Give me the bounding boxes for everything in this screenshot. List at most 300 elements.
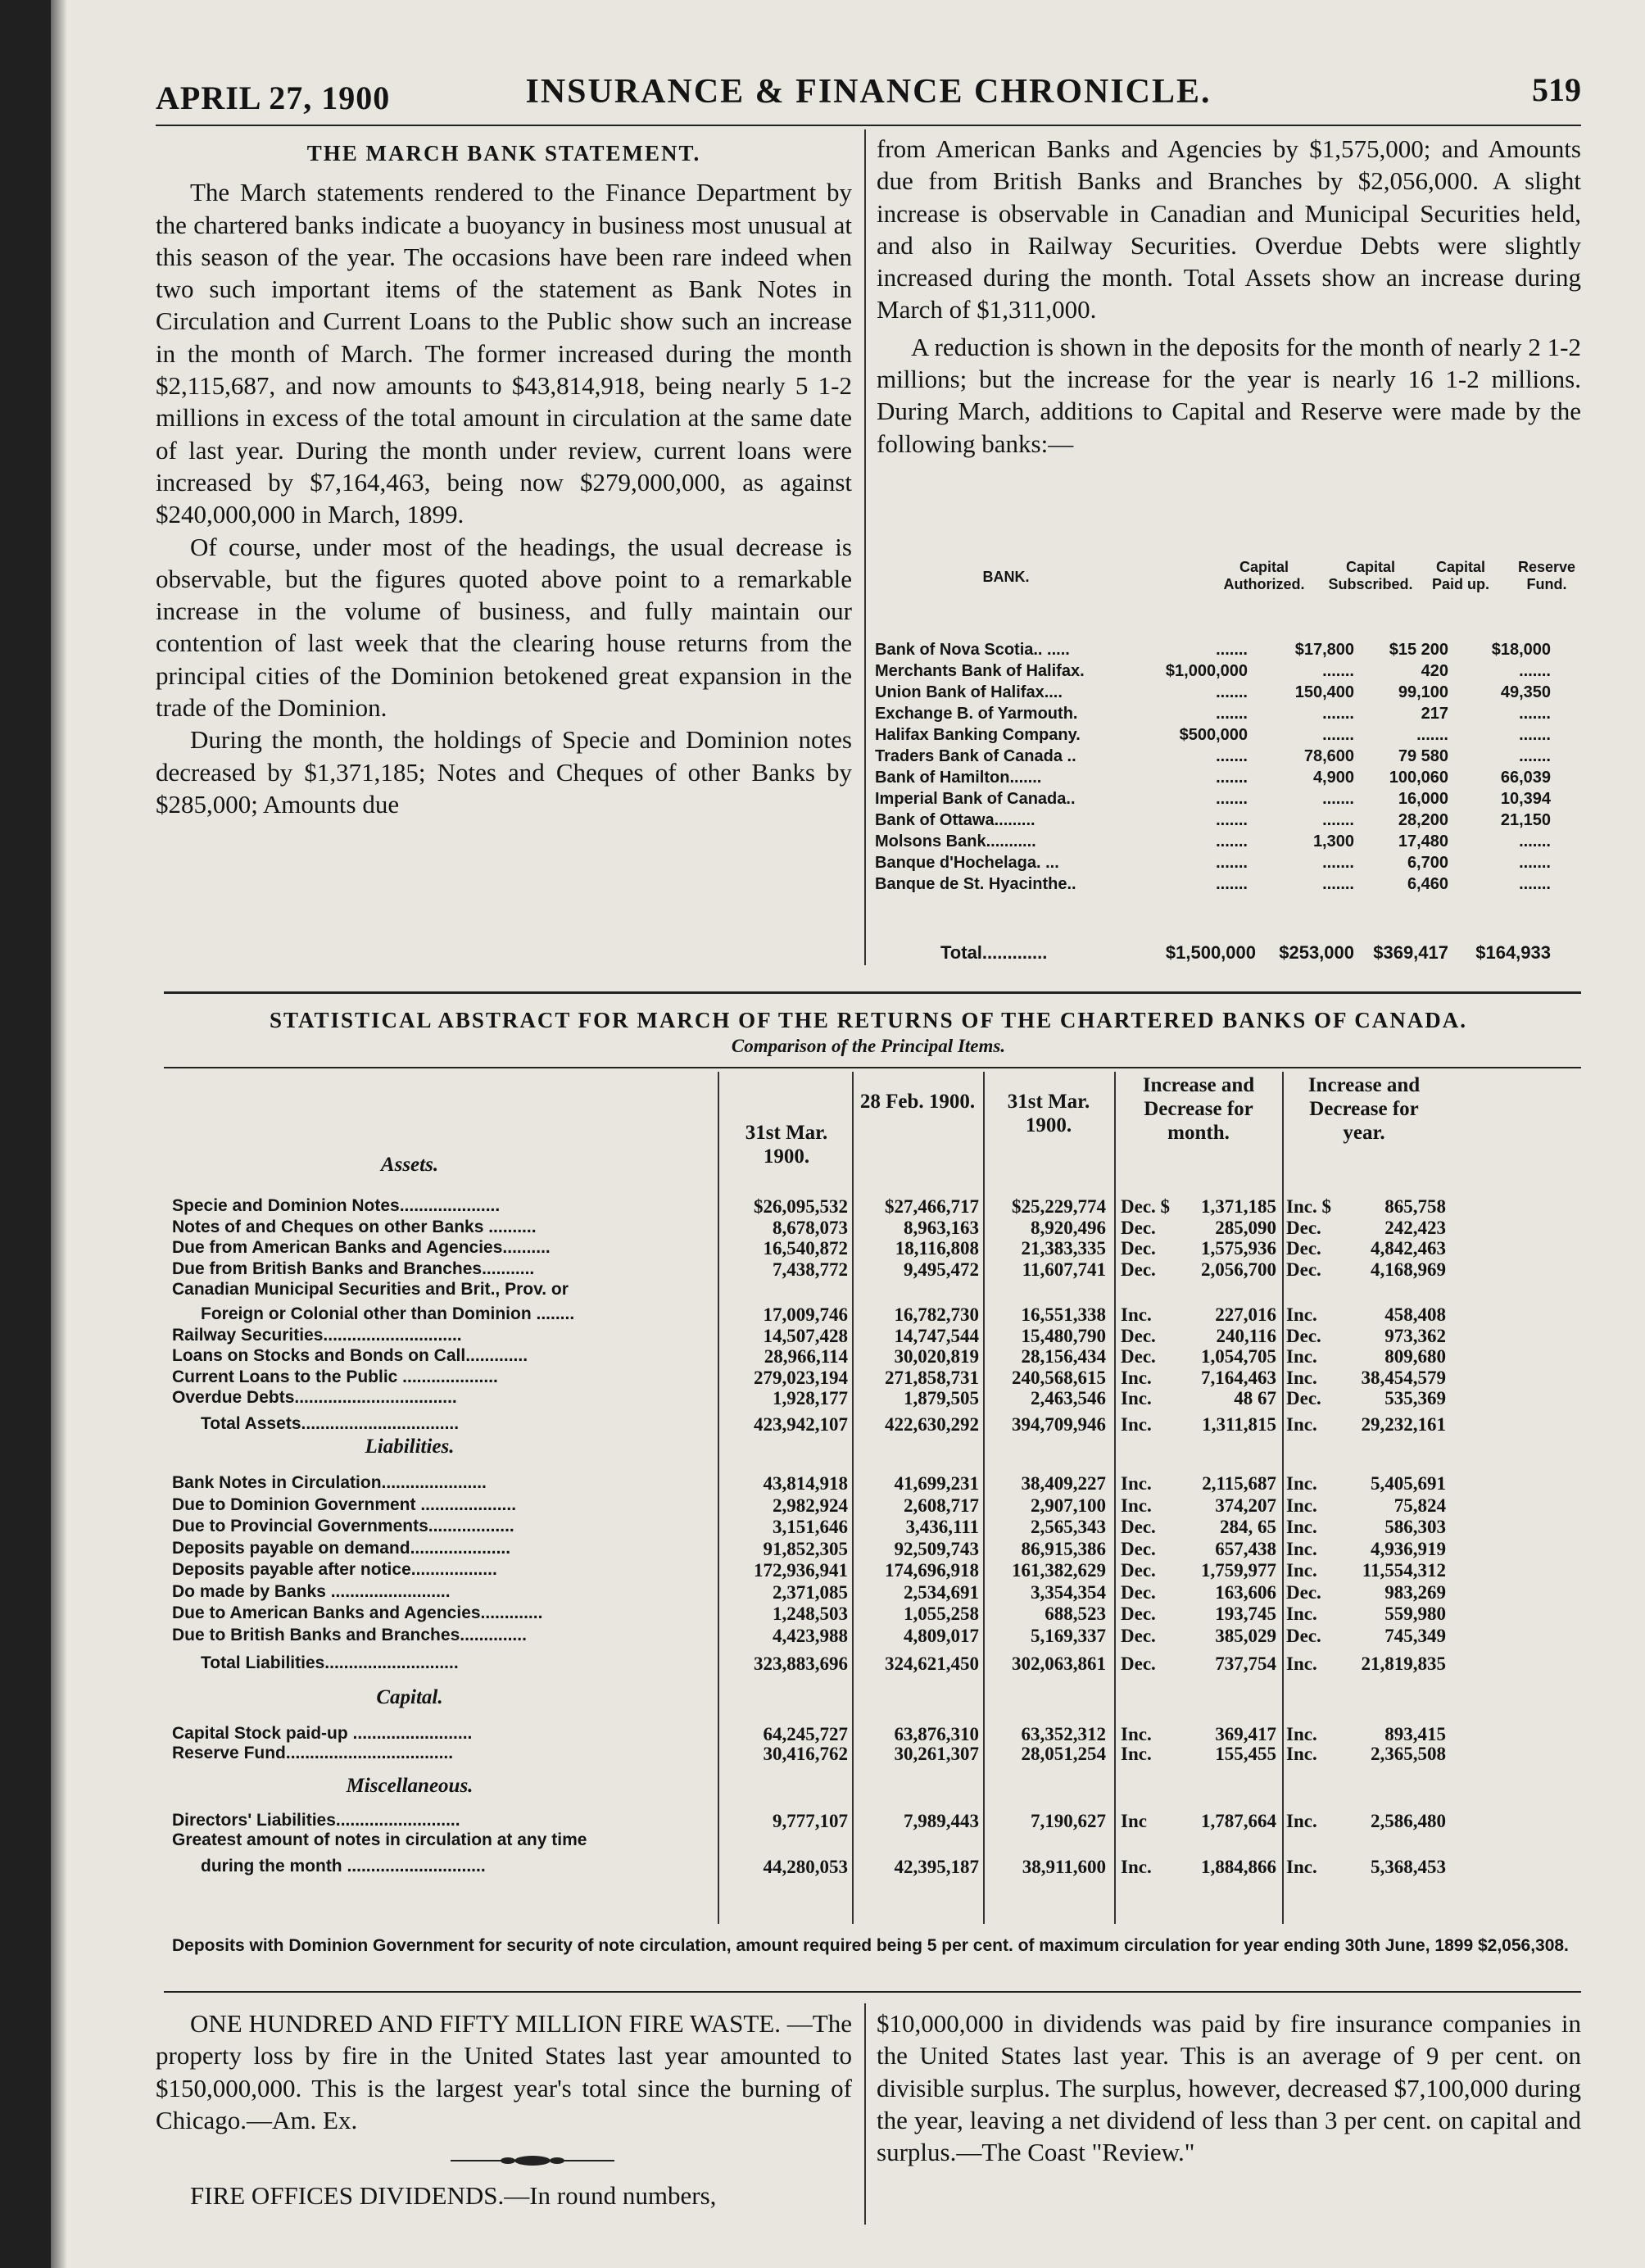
cell-value: 2,907,100 [1031, 1495, 1106, 1516]
paragraph: The March statements rendered to the Finance Department by the chartered banks indicate a buoyancy in business most unusual at this season of the year. The occasions have been rare indeed when two such important items of the statement as Bank Notes in Circulation and Current Loans to the Public show such an increase in the month of March. The former increased during the month $2,115,687, and now amounts to $43,814,918, being nearly 5 1-2 millions in excess of the total amount in circulation at the same date of last year. During the month under review, current loans were increased by $7,164,463, being now $279,000,000, as against $240,000,000 in March, 1899. [156, 178, 852, 529]
bank-row [875, 790, 1588, 811]
cell-value: 324,621,450 [885, 1653, 979, 1674]
cell-value: 865,758 [1384, 1196, 1446, 1217]
cell-value: 285,090 [1215, 1217, 1276, 1238]
cell-value: 28,051,254 [1021, 1744, 1106, 1764]
page [123, 33, 1614, 2237]
bank-value: ....... [1322, 854, 1354, 872]
page-number: 519 [1532, 71, 1581, 108]
bank-value: ....... [1519, 854, 1551, 872]
abstract-subtitle: Comparison of the Principal Items. [731, 1036, 1006, 1056]
col-head-year-change: Increase and Decrease for year. [1307, 1074, 1421, 1144]
table-row [123, 1539, 1614, 1560]
cell-value: Dec. [1286, 1581, 1321, 1603]
cell-value: 63,352,312 [1021, 1724, 1106, 1744]
cell-value: $26,095,532 [754, 1196, 848, 1217]
cell-value: 14,507,428 [763, 1325, 848, 1346]
cell-value: 385,029 [1215, 1625, 1276, 1646]
cell-value: $25,229,774 [1012, 1196, 1106, 1217]
cell-value: Inc. [1286, 1744, 1317, 1764]
table-row [123, 1473, 1614, 1495]
cell-value: Inc. [1286, 1653, 1317, 1674]
table-row [123, 1582, 1614, 1603]
paragraph: During the month, the holdings of Specie and Dominion notes decreased by $1,371,185; Notes and Cheques of other Banks by $285,000; Amounts due [156, 725, 852, 819]
cell-value: 323,883,696 [754, 1653, 848, 1674]
cell-value: 174,696,918 [885, 1560, 979, 1581]
table-row [123, 1603, 1614, 1625]
row-label: Current Loans to the Public .................... [172, 1367, 498, 1386]
bank-value: ....... [1519, 747, 1551, 765]
bank-value: ....... [1322, 790, 1354, 808]
section-assets: Assets. [380, 1154, 439, 1176]
row-label: Due from American Banks and Agencies.......... [172, 1238, 551, 1258]
ornament-divider [451, 2155, 614, 2166]
cell-value: Dec. $ [1121, 1196, 1171, 1217]
cell-value: 1,884,866 [1201, 1857, 1276, 1877]
cell-value: 7,989,443 [904, 1811, 979, 1831]
cell-value: 688,523 [1045, 1603, 1106, 1624]
cell-value: 302,063,861 [1012, 1653, 1106, 1674]
bank-value: $1,000,000 [1165, 662, 1248, 680]
cell-value: 893,415 [1384, 1724, 1446, 1744]
bank-name: Bank of Hamilton....... [875, 769, 1042, 787]
header-reserve: Reserve Fund. [1517, 559, 1576, 592]
cell-value: 7,438,772 [773, 1259, 848, 1280]
cell-value: 16,782,730 [894, 1304, 979, 1325]
row-label: Overdue Debts.................................. [172, 1388, 457, 1408]
bank-value: ....... [1322, 811, 1354, 829]
cell-value: Dec. [1286, 1238, 1321, 1259]
cell-value: 240,116 [1216, 1325, 1276, 1346]
table-row [123, 1196, 1614, 1218]
section-rule [164, 991, 1581, 994]
table-row [123, 1280, 1614, 1301]
cell-value: Inc. [1286, 1473, 1317, 1494]
cell-value: 163,606 [1215, 1581, 1276, 1603]
cell-value: 28,966,114 [764, 1346, 848, 1368]
bottom-left-column [156, 2007, 852, 2136]
cell-value: Inc. [1286, 1346, 1317, 1368]
column-divider [864, 129, 866, 965]
article-right-column [877, 133, 1581, 460]
bank-row [875, 875, 1588, 896]
bank-value: 150,400 [1294, 683, 1354, 701]
cell-value: 5,405,691 [1371, 1473, 1446, 1494]
cell-value: Dec. [1121, 1581, 1156, 1603]
cell-value: Dec. [1286, 1625, 1321, 1646]
cell-value: 15,480,790 [1021, 1325, 1106, 1346]
bank-name: Banque de St. Hyacinthe.. [875, 875, 1076, 893]
page-header [156, 66, 1581, 115]
paragraph: A reduction is shown in the deposits for the month of nearly 2 1-2 millions; but the increase for the year is nearly 16 1-2 millions. During March, additions to Capital and Reserve were made by the following banks:— [877, 332, 1581, 458]
total-authorized: $1,500,000 [1165, 942, 1256, 963]
cell-value: 4,423,988 [773, 1625, 848, 1646]
col-head-feb-1900: 28 Feb. 1900. [859, 1091, 976, 1113]
cell-value: 16,551,338 [1021, 1304, 1106, 1325]
cell-value: 5,169,337 [1031, 1625, 1106, 1646]
bank-value: ....... [1519, 726, 1551, 744]
cell-value: 374,207 [1215, 1495, 1276, 1516]
total-paid-up: $369,417 [1373, 942, 1448, 963]
header-authorized: Capital Authorized. [1223, 559, 1305, 592]
cell-value: 2,565,343 [1031, 1517, 1106, 1537]
row-label: Deposits payable on demand..................... [172, 1538, 511, 1558]
table-row [123, 1830, 1614, 1852]
bank-value: ....... [1216, 683, 1248, 701]
cell-value: 271,858,731 [885, 1367, 979, 1388]
cell-value: 737,754 [1215, 1653, 1276, 1674]
bank-name: Union Bank of Halifax.... [875, 683, 1063, 701]
row-label: Total Liabilities............................ [201, 1653, 459, 1672]
cell-value: 38,911,600 [1022, 1857, 1106, 1877]
table-row [123, 1857, 1614, 1878]
column-divider [864, 2003, 866, 2225]
header-paid-up: Capital Paid up. [1431, 559, 1489, 592]
table-row [123, 1744, 1614, 1765]
bank-value: 6,460 [1407, 875, 1448, 893]
item-body: —In round numbers, [504, 2181, 717, 2210]
cell-value: 3,354,354 [1031, 1581, 1106, 1603]
bank-name: Banque d'Hochelaga. ... [875, 854, 1059, 872]
bank-row [875, 811, 1588, 832]
bank-value: 49,350 [1500, 683, 1551, 701]
cell-value: 809,680 [1384, 1346, 1446, 1368]
cell-value: 86,915,386 [1021, 1538, 1106, 1559]
bank-name: Molsons Bank........... [875, 832, 1036, 850]
cell-value: Inc. [1121, 1473, 1152, 1494]
cell-value: Inc. [1121, 1388, 1152, 1409]
cell-value: Dec. [1121, 1538, 1156, 1559]
cell-value: 1,248,503 [773, 1603, 848, 1624]
bank-value: ....... [1322, 875, 1354, 893]
table-row [123, 1517, 1614, 1538]
cell-value: 4,936,919 [1371, 1538, 1446, 1559]
paragraph: from American Banks and Agencies by $1,575,000; and Amounts due from British Banks and Branches by $2,056,000. A slight increase is observable in Canadian and Municipal Securities held, and also in Railway Securities. Overdue Debts were slightly increased during the month. Total Assets show an increase during March of $1,311,000. [877, 134, 1581, 324]
cell-value: Inc. [1286, 1367, 1317, 1388]
bank-value: ....... [1216, 854, 1248, 872]
cell-value: Inc. [1286, 1603, 1317, 1624]
bank-value: 16,000 [1398, 790, 1448, 808]
bank-value: ....... [1322, 662, 1354, 680]
cell-value: 1,311,815 [1202, 1414, 1276, 1435]
cell-value: 3,436,111 [905, 1517, 979, 1537]
cell-value: 1,575,936 [1201, 1238, 1276, 1259]
header-rule [156, 125, 1581, 126]
paragraph: Of course, under most of the headings, the usual decrease is observable, but the figures quoted above point to a remarkable increase in the volume of business, and fully maintain our contention of last week that the clearing house returns from the principal cities of the Dominion betokened great expansion in the trade of the Dominion. [156, 532, 852, 723]
bank-row [875, 641, 1588, 662]
cell-value: 21,383,335 [1021, 1238, 1106, 1259]
bank-value: $15 200 [1389, 641, 1448, 659]
bank-name: Halifax Banking Company. [875, 726, 1081, 744]
cell-value: 91,852,305 [763, 1538, 848, 1559]
table-row [123, 1388, 1614, 1409]
cell-value: 1,879,505 [904, 1388, 979, 1409]
cell-value: 2,365,508 [1371, 1744, 1446, 1764]
bank-name: Bank of Nova Scotia.. ..... [875, 641, 1070, 659]
total-label: Total............. [940, 942, 1048, 963]
row-label: Deposits payable after notice.................. [172, 1560, 497, 1579]
bank-name: Imperial Bank of Canada.. [875, 790, 1076, 808]
cell-value: 9,777,107 [773, 1811, 848, 1831]
row-label: Due to Provincial Governments.................. [172, 1517, 514, 1535]
section-capital: Capital. [376, 1686, 443, 1708]
bank-value: 79 580 [1398, 747, 1448, 765]
cell-value: 5,368,453 [1371, 1857, 1446, 1877]
col-head-month-change: Increase and Decrease for month. [1142, 1074, 1255, 1144]
cell-value: Inc. [1286, 1414, 1317, 1435]
cell-value: 227,016 [1215, 1304, 1276, 1325]
cell-value: 11,607,741 [1022, 1259, 1106, 1280]
cell-value: Inc. [1286, 1811, 1317, 1831]
cell-value: 394,709,946 [1012, 1414, 1106, 1435]
cell-value: Inc. [1286, 1857, 1317, 1877]
bank-row [875, 747, 1588, 769]
bank-value: $500,000 [1179, 726, 1248, 744]
bank-value: ....... [1216, 769, 1248, 787]
cell-value: 3,151,646 [773, 1517, 848, 1537]
row-label: Bank Notes in Circulation...................... [172, 1473, 487, 1492]
cell-value: 7,190,627 [1031, 1811, 1106, 1831]
row-label: Due to American Banks and Agencies............. [172, 1603, 543, 1622]
cell-value: Inc. [1286, 1560, 1317, 1581]
item-heading: FIRE OFFICES DIVIDENDS. [190, 2181, 505, 2210]
bank-value: ....... [1322, 705, 1354, 723]
cell-value: Inc. [1121, 1724, 1152, 1744]
scan-edge [0, 0, 51, 2268]
bank-row [875, 769, 1588, 790]
cell-value: Inc. [1121, 1367, 1152, 1388]
cell-value: 9,495,472 [904, 1259, 979, 1280]
bank-value: ....... [1519, 705, 1551, 723]
bank-row [875, 662, 1588, 683]
row-label: Specie and Dominion Notes..................... [172, 1196, 501, 1215]
cell-value: 2,056,700 [1201, 1259, 1276, 1280]
row-label: Due from British Banks and Branches........... [172, 1259, 535, 1278]
cell-value: 41,699,231 [894, 1473, 979, 1494]
cell-value: Dec. [1286, 1388, 1321, 1409]
cell-value: Inc. [1286, 1304, 1317, 1325]
issue-date: APRIL 27, 1900 [156, 79, 391, 116]
bank-value: ....... [1519, 875, 1551, 893]
bank-value: ....... [1216, 641, 1248, 659]
cell-value: 92,509,743 [894, 1538, 979, 1559]
cell-value: 4,809,017 [904, 1625, 979, 1646]
bank-value: ....... [1416, 726, 1448, 744]
cell-value: 657,438 [1215, 1538, 1276, 1559]
row-label: during the month ............................. [201, 1857, 486, 1876]
header-bank: BANK. [982, 569, 1030, 585]
cell-value: 2,115,687 [1202, 1473, 1276, 1494]
cell-value: 16,540,872 [763, 1238, 848, 1259]
cell-value: 4,842,463 [1371, 1238, 1446, 1259]
cell-value: 2,463,546 [1031, 1388, 1106, 1409]
cell-value: 28,156,434 [1021, 1346, 1106, 1368]
table-row [123, 1259, 1614, 1281]
row-label: Due to British Banks and Branches.............. [172, 1625, 527, 1644]
bank-name: Bank of Ottawa......... [875, 811, 1035, 829]
abstract-top-rule [164, 1067, 1581, 1068]
cell-value: 38,409,227 [1021, 1473, 1106, 1494]
bank-value: 21,150 [1500, 811, 1551, 829]
cell-value: 75,824 [1393, 1495, 1446, 1516]
cell-value: Dec. [1121, 1625, 1156, 1646]
bank-additions-table [875, 559, 1588, 985]
cell-value: Dec. [1286, 1325, 1321, 1346]
cell-value: Dec. [1121, 1346, 1156, 1368]
cell-value: Inc. [1121, 1304, 1152, 1325]
bank-value: $17,800 [1294, 641, 1354, 659]
bank-value: $18,000 [1491, 641, 1551, 659]
bank-row [875, 726, 1588, 747]
cell-value: Inc. $ [1286, 1196, 1331, 1217]
cell-value: 4,168,969 [1371, 1259, 1446, 1280]
cell-value: 8,920,496 [1031, 1217, 1106, 1238]
cell-value: 63,876,310 [894, 1724, 979, 1744]
bottom-left-second [156, 2180, 852, 2211]
bank-name: Traders Bank of Canada .. [875, 747, 1076, 765]
table-row [123, 1724, 1614, 1745]
cell-value: Dec. [1121, 1560, 1156, 1581]
row-label: Capital Stock paid-up ......................... [172, 1724, 473, 1743]
bank-value: 4,900 [1312, 769, 1354, 787]
cell-value: 11,554,312 [1362, 1560, 1446, 1581]
bank-value: 217 [1421, 705, 1448, 723]
cell-value: Dec. [1121, 1238, 1156, 1259]
bank-value: ....... [1216, 747, 1248, 765]
row-label: Total Assets................................. [201, 1414, 460, 1433]
cell-value: Dec. [1121, 1517, 1156, 1537]
table-row [123, 1626, 1614, 1647]
col-head-mar-prev: 31st Mar. 1900. [1007, 1091, 1090, 1136]
cell-value: 745,349 [1384, 1625, 1446, 1646]
cell-value: 18,116,808 [895, 1238, 979, 1259]
cell-value: 64,245,727 [763, 1724, 848, 1744]
bank-value: ....... [1519, 662, 1551, 680]
cell-value: Dec. [1121, 1325, 1156, 1346]
cell-value: Inc. [1286, 1495, 1317, 1516]
row-label: Notes of and Cheques on other Banks .......... [172, 1217, 537, 1236]
table-row [123, 1304, 1614, 1326]
bank-table-total [875, 942, 1588, 964]
cell-value: 240,568,615 [1012, 1367, 1106, 1388]
bottom-right-column [877, 2007, 1581, 2168]
section-misc: Miscellaneous. [346, 1775, 474, 1797]
cell-value: Inc [1121, 1811, 1147, 1831]
cell-value: 44,280,053 [763, 1857, 848, 1877]
cell-value: 559,980 [1384, 1603, 1446, 1624]
bank-value: 1,300 [1312, 832, 1354, 850]
cell-value: 8,678,073 [773, 1217, 848, 1238]
cell-value: Dec. [1121, 1653, 1156, 1674]
cell-value: 30,261,307 [894, 1744, 979, 1764]
cell-value: 14,747,544 [894, 1325, 979, 1346]
cell-value: Dec. [1121, 1259, 1156, 1280]
cell-value: 1,371,185 [1201, 1196, 1276, 1217]
publication-title: INSURANCE & FINANCE CHRONICLE. [525, 73, 1212, 111]
table-row [123, 1218, 1614, 1239]
cell-value: Inc. [1121, 1414, 1152, 1435]
cell-value: Inc. [1286, 1517, 1317, 1537]
cell-value: 21,819,835 [1361, 1653, 1446, 1674]
abstract-title: STATISTICAL ABSTRACT FOR MARCH OF THE RETURNS OF THE CHARTERED BANKS OF CANADA. [269, 1008, 1467, 1032]
row-label: Reserve Fund................................... [172, 1744, 454, 1762]
abstract-footnote: Deposits with Dominion Government for security of note circulation, amount required being 5 per cent. of maximum circulation for year ending 30th June, 1899 $2,056,308. [172, 1936, 1569, 1955]
row-label: Loans on Stocks and Bonds on Call............. [172, 1346, 528, 1366]
table-row [123, 1368, 1614, 1389]
bank-value: ....... [1216, 705, 1248, 723]
cell-value: 8,963,163 [904, 1217, 979, 1238]
col-head-mar-1900: 31st Mar. 1900. [745, 1122, 828, 1168]
table-row [123, 1326, 1614, 1347]
table-row [123, 1560, 1614, 1581]
bank-row [875, 854, 1588, 875]
cell-value: 973,362 [1384, 1325, 1446, 1346]
table-row [123, 1414, 1614, 1436]
cell-value: Dec. [1286, 1259, 1321, 1280]
bank-value: 10,394 [1500, 790, 1551, 808]
table-row [123, 1238, 1614, 1259]
cell-value: Dec. [1121, 1603, 1156, 1624]
cell-value: Inc. [1286, 1724, 1317, 1744]
total-reserve: $164,933 [1475, 942, 1551, 963]
article-title: THE MARCH BANK STATEMENT. [306, 141, 701, 166]
cell-value: Inc. [1286, 1538, 1317, 1559]
cell-value: 1,787,664 [1201, 1811, 1276, 1831]
cell-value: 42,395,187 [894, 1857, 979, 1877]
cell-value: 458,408 [1384, 1304, 1446, 1325]
cell-value: Dec. [1286, 1217, 1321, 1238]
cell-value: 422,630,292 [885, 1414, 979, 1435]
cell-value: 1,055,258 [904, 1603, 979, 1624]
cell-value: Inc. [1121, 1744, 1152, 1764]
section-liabilities: Liabilities. [365, 1436, 455, 1458]
cell-value: 2,608,717 [904, 1495, 979, 1516]
cell-value: 279,023,194 [754, 1367, 848, 1388]
cell-value: 284, 65 [1220, 1517, 1276, 1537]
scan-shadow [51, 0, 67, 2268]
bank-name: Exchange B. of Yarmouth. [875, 705, 1078, 723]
cell-value: 161,382,629 [1012, 1560, 1106, 1581]
cell-value: 38,454,579 [1361, 1367, 1446, 1388]
cell-value: 1,928,177 [773, 1388, 848, 1409]
cell-value: 242,423 [1384, 1217, 1446, 1238]
cell-value: 193,745 [1215, 1603, 1276, 1624]
row-label: Due to Dominion Government .................... [172, 1495, 517, 1514]
bank-value: 420 [1421, 662, 1448, 680]
row-label: Do made by Banks ......................... [172, 1581, 451, 1601]
row-label: Railway Securities............................. [172, 1325, 462, 1345]
row-label: Canadian Municipal Securities and Brit., Prov. or [172, 1280, 569, 1300]
header-subscribed: Capital Subscribed. [1328, 559, 1413, 592]
bank-value: ....... [1519, 832, 1551, 850]
bank-value: ....... [1322, 726, 1354, 744]
bank-value: 78,600 [1303, 747, 1354, 765]
cell-value: 535,369 [1384, 1388, 1446, 1409]
cell-value: 17,009,746 [763, 1304, 848, 1325]
cell-value: 369,417 [1215, 1724, 1276, 1744]
bank-value: 66,039 [1500, 769, 1551, 787]
cell-value: 2,982,924 [773, 1495, 848, 1516]
cell-value: 586,303 [1384, 1517, 1446, 1537]
row-label: Foreign or Colonial other than Dominion ........ [201, 1304, 575, 1323]
cell-value: 1,054,705 [1201, 1346, 1276, 1368]
cell-value: 172,936,941 [754, 1560, 848, 1581]
cell-value: 7,164,463 [1201, 1367, 1276, 1388]
bank-value: 28,200 [1398, 811, 1448, 829]
bank-value: 6,700 [1407, 854, 1448, 872]
cell-value: 983,269 [1384, 1581, 1446, 1603]
cell-value: 2,534,691 [904, 1581, 979, 1603]
